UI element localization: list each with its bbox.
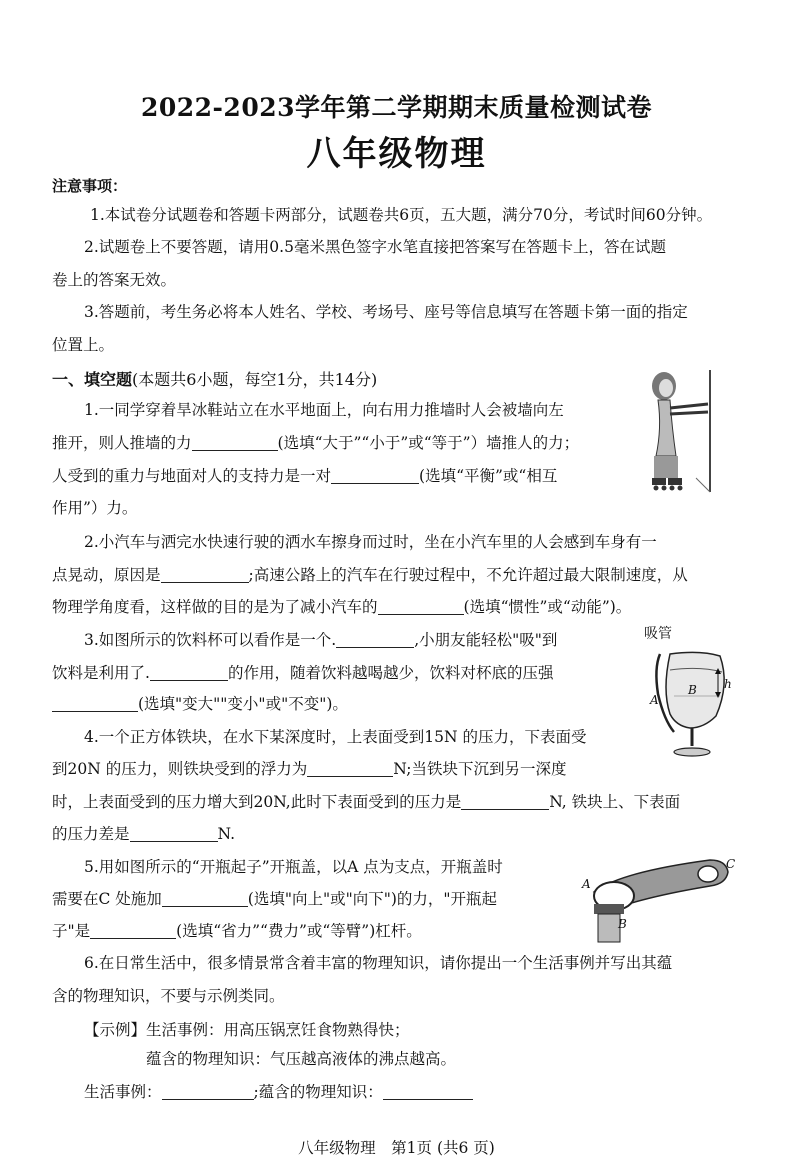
answer-blank[interactable] <box>336 631 414 648</box>
q1-line-3: 人受到的重力与地面对人的支持力是一对 (选填“平衡”或“相互 <box>52 467 558 485</box>
exam-title: 2022-2023学年第二学期期末质量检测试卷 <box>140 93 653 122</box>
q4-line-4: 的压力差是 N. <box>52 825 236 843</box>
q6-line-1: 6.在日常生活中，很多情景常含着丰富的物理知识，请你提出一个生活事例并写出其蕴 <box>84 954 673 972</box>
q1-line-4: 作用”）力。 <box>52 499 138 517</box>
h-label: h <box>724 677 732 691</box>
answer-blank[interactable] <box>161 566 249 583</box>
answer-blank[interactable] <box>90 922 176 939</box>
q5-line-2: 需要在C 处施加 (选填"向上"或"向下")的力，"开瓶起 <box>52 890 498 908</box>
answer-blank[interactable] <box>52 695 138 712</box>
q2-line-2: 点晃动，原因是 ;高速公路上的汽车在行驶过程中，不允许超过最大限制速度，从 <box>52 566 688 584</box>
q6-line-2: 含的物理知识，不要与示例类同。 <box>52 987 285 1005</box>
q5-line-3: 子"是 (选填“省力”“费力”或“等臂”)杠杆。 <box>52 922 422 940</box>
page-footer: 八年级物理 第1页 (共6 页) <box>298 1139 495 1157</box>
answer-blank[interactable] <box>150 664 228 681</box>
q4-line-1: 4.一个正方体铁块，在水下某深度时，上表面受到15N 的压力，下表面受 <box>84 728 587 746</box>
q1-line-2: 推开，则人推墙的力 (选填“大于”“小于”或“等于”）墙推人的力； <box>52 434 580 452</box>
notice-item-2-cont: 卷上的答案无效。 <box>52 271 177 289</box>
a-label: A <box>582 877 591 891</box>
notice-item-1: 1.本试卷分试题卷和答题卡两部分，试题卷共6页，五大题，满分70分，考试时间60分钟。 <box>90 206 713 224</box>
q4-line-3: 时，上表面受到的压力增大到20N,此时下表面受到的压力是 N, 铁块上、下表面 <box>52 793 681 811</box>
q3-line-2: 饮料是利用了. 的作用，随着饮料越喝越少，饮料对杯底的压强 <box>52 664 554 682</box>
notice-item-3: 3.答题前，考生务必将本人姓名、学校、考场号、座号等信息填写在答题卡第一面的指定 <box>84 303 688 321</box>
answer-blank[interactable] <box>383 1083 473 1100</box>
bottle-opener-figure <box>580 852 738 946</box>
subject-title: 八年级物理 <box>306 134 487 174</box>
b-label: B <box>688 683 697 697</box>
b-label: B <box>618 917 627 931</box>
answer-blank[interactable] <box>307 760 393 777</box>
section-title: 一、填空题 <box>52 370 133 389</box>
q5-line-1: 5.用如图所示的“开瓶起子”开瓶盖，以A 点为支点，开瓶盖时 <box>84 858 503 876</box>
person-pushing-wall-figure <box>636 368 718 496</box>
q4-line-2: 到20N 的压力，则铁块受到的浮力为 N;当铁块下沉到另一深度 <box>52 760 567 778</box>
answer-blank[interactable] <box>130 825 218 842</box>
straw-label: 吸管 <box>644 626 672 642</box>
q2-line-1: 2.小汽车与洒完水快速行驶的洒水车擦身而过时，坐在小汽车里的人会感到车身有一 <box>84 533 657 551</box>
answer-blank[interactable] <box>461 793 549 810</box>
q6-example-1: 【示例】生活事例：用高压锅烹饪食物熟得快； <box>84 1021 410 1039</box>
c-label: C <box>726 857 736 871</box>
answer-blank[interactable] <box>162 1083 254 1100</box>
q3-line-1: 3.如图所示的饮料杯可以看作是一个. ,小朋友能轻松"吸"到 <box>84 631 558 649</box>
answer-blank[interactable] <box>162 890 248 907</box>
a-label: A <box>650 693 659 707</box>
section-heading <box>52 367 377 390</box>
section-note: (本题共6小题，每空1分，共14分) <box>132 370 378 389</box>
notice-item-3-cont: 位置上。 <box>52 336 115 354</box>
drinking-cup-figure <box>640 624 740 764</box>
notice-item-2: 2.试题卷上不要答题，请用0.5毫米黑色签字水笔直接把答案写在答题卡上，答在试题 <box>84 238 666 256</box>
answer-blank[interactable] <box>192 434 278 451</box>
q6-answer-line: 生活事例： ;蕴含的物理知识： <box>84 1082 473 1102</box>
answer-blank[interactable] <box>331 467 419 484</box>
notice-heading: 注意事项： <box>52 177 128 195</box>
q2-line-3: 物理学角度看，这样做的目的是为了减小汽车的 (选填“惯性”或“动能”)。 <box>52 598 632 616</box>
answer-blank[interactable] <box>378 598 464 615</box>
q1-line-1: 1.一同学穿着旱冰鞋站立在水平地面上，向右用力推墙时人会被墙向左 <box>84 401 564 419</box>
q6-example-2: 蕴含的物理知识：气压越高液体的沸点越高。 <box>146 1050 457 1068</box>
q3-line-3: (选填"变大""变小"或"不变")。 <box>52 694 348 714</box>
